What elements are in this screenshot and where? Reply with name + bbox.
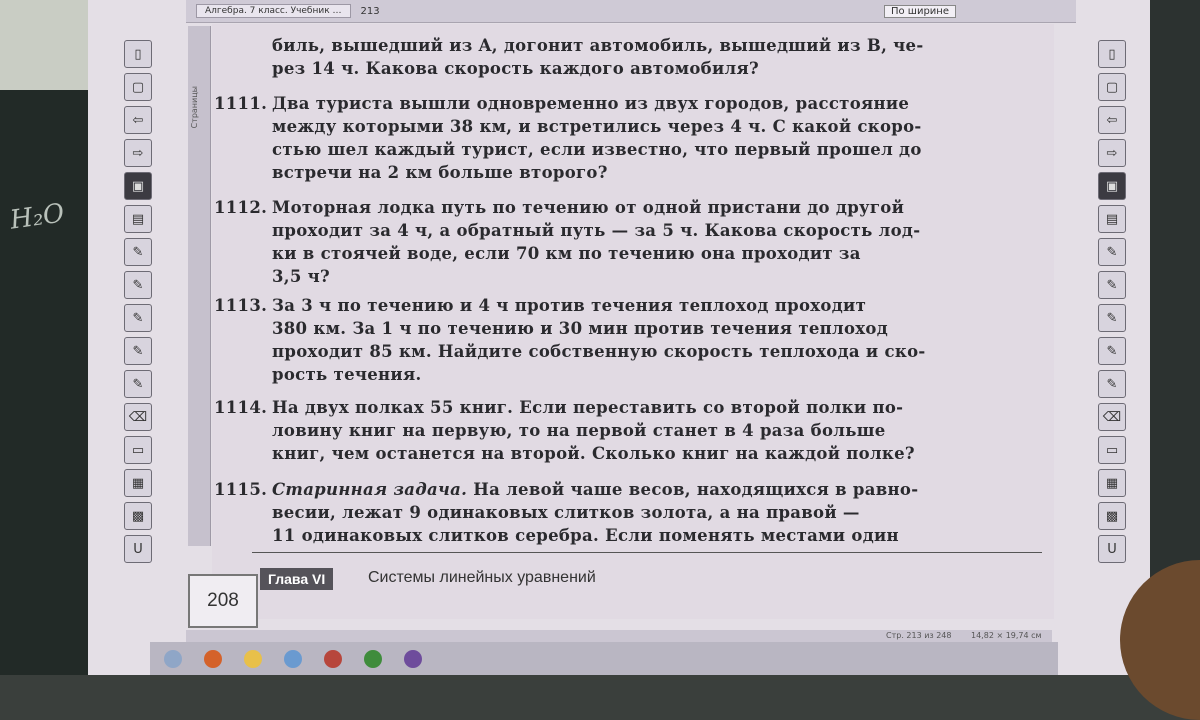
toolbar-tool-icon[interactable]: ▦ [124,469,152,497]
toolbar-tool-icon[interactable]: ✎ [124,304,152,332]
taskbar-app-icon[interactable] [398,646,428,672]
taskbar-app-icon[interactable] [158,646,188,672]
toolbar-tool-icon[interactable]: ▭ [1098,436,1126,464]
page-thumbnails-panel[interactable] [188,26,211,546]
taskbar-app-icon[interactable] [198,646,228,672]
chapter-title: Системы линейных уравнений [368,569,596,586]
taskbar-app-icon[interactable] [358,646,388,672]
text-line: За 3 ч по течению и 4 ч против течения теплоход проходит [272,296,867,315]
toolbar-tool-icon[interactable]: ▤ [124,205,152,233]
text-line: рость течения. [272,365,422,384]
taskbar-app-icon[interactable] [278,646,308,672]
wall [0,0,95,90]
status-bar [186,630,1052,642]
taskbar-app-icon[interactable] [238,646,268,672]
toolbar-tool-icon[interactable]: ✎ [124,337,152,365]
toolbar-tool-icon[interactable]: ✎ [1098,337,1126,365]
toolbar-tool-icon[interactable]: ▢ [1098,73,1126,101]
toolbar-tool-icon[interactable]: ⇨ [1098,139,1126,167]
text-line: На левой чаше весов, находящихся в равно- [467,480,919,499]
problem-number: 1111. [214,94,268,113]
problem-1115 [214,478,1032,547]
app-icon [204,650,222,668]
taskbar-app-icon[interactable] [318,646,348,672]
text-line: На двух полках 55 книг. Если переставить со второй полки по- [272,398,904,417]
text-line: 11 одинаковых слитков серебра. Если поменять местами один [272,526,899,545]
problem-1113 [214,294,1032,386]
toolbar-tool-icon[interactable]: ⌫ [1098,403,1126,431]
right-toolbar [1098,40,1134,563]
problem-1114 [214,396,1032,465]
toolbar-tool-icon[interactable]: ✎ [1098,238,1126,266]
problem-1111 [214,92,1032,184]
text-line: рез 14 ч. Какова скорость каждого автомобиля? [272,59,759,78]
toolbar-tool-icon[interactable]: ✎ [124,370,152,398]
text-line: проходит за 4 ч, а обратный путь — за 5 ч. Какова скорость лод- [272,221,921,240]
chalk-text: H₂O [8,198,67,236]
document-tab[interactable]: Алгебра. 7 класс. Учебник … [196,4,351,18]
page-indicator[interactable]: 213 [360,5,380,17]
page-number: 208 [188,574,258,628]
app-icon [164,650,182,668]
app-icon [244,650,262,668]
problem-heading: Старинная задача. [272,480,468,499]
toolbar-tool-icon[interactable]: U [124,535,152,563]
toolbar-tool-icon[interactable]: ▯ [124,40,152,68]
footer-divider [252,552,1042,553]
text-line: между которыми 38 км, и встретились через 4 ч. С какой скоро- [272,117,922,136]
page-info: Стр. 213 из 248 [886,631,952,640]
toolbar-tool-icon[interactable]: ▯ [1098,40,1126,68]
text-line: весии, лежат 9 одинаковых слитков золота, а на правой — [272,503,860,522]
toolbar-tool-icon[interactable]: ⇨ [124,139,152,167]
app-icon [324,650,342,668]
problem-1112 [214,196,1032,288]
problem-number: 1113. [214,296,268,315]
text-line: ловину книг на первую, то на первой станет в 4 раза больше [272,421,886,440]
toolbar-tool-icon[interactable]: ▭ [124,436,152,464]
text-line: проходит 85 км. Найдите собственную скорость теплохода и ско- [272,342,926,361]
problem-continued [272,34,1032,80]
toolbar-tool-icon[interactable]: ✎ [1098,271,1126,299]
toolbar-tool-icon[interactable]: ⌫ [124,403,152,431]
toolbar-tool-icon[interactable]: ✎ [1098,370,1126,398]
toolbar-tool-icon[interactable]: ▦ [1098,469,1126,497]
book-page [207,24,1054,619]
text-line: встречи на 2 км больше второго? [272,163,608,182]
text-line: ки в стоячей воде, если 70 км по течению она проходит за [272,244,861,263]
problem-number: 1114. [214,398,268,417]
app-icon [404,650,422,668]
toolbar-tool-icon[interactable]: ▩ [124,502,152,530]
toolbar-tool-icon[interactable]: U [1098,535,1126,563]
text-line: Два туриста вышли одновременно из двух городов, расстояние [272,94,910,113]
app-icon [364,650,382,668]
toolbar-tool-icon[interactable]: ✎ [124,238,152,266]
toolbar-tool-icon[interactable]: ▤ [1098,205,1126,233]
text-line: Моторная лодка путь по течению от одной пристани до другой [272,198,905,217]
chapter-label: Глава VI [260,568,333,590]
toolbar-tool-icon[interactable]: ✎ [1098,304,1126,332]
text-line: 3,5 ч? [272,267,330,286]
toolbar-tool-icon[interactable]: ▩ [1098,502,1126,530]
text-line: книг, чем останется на второй. Сколько книг на каждой полке? [272,444,915,463]
app-icon [284,650,302,668]
text-line: 380 км. За 1 ч по течению и 30 мин против течения теплоход [272,319,888,338]
chalkboard [0,90,95,675]
toolbar-tool-icon[interactable]: ▣ [124,172,152,200]
toolbar-tool-icon[interactable]: ▢ [124,73,152,101]
text-line: биль, вышедший из A, догонит автомобиль, вышедший из B, че- [272,36,924,55]
zoom-select[interactable]: По ширине [884,5,956,18]
text-line: стью шел каждый турист, если известно, что первый прошел до [272,140,922,159]
toolbar-tool-icon[interactable]: ✎ [124,271,152,299]
thumbnails-label: Страницы [190,86,199,129]
taskbar [150,642,1058,675]
toolbar-tool-icon[interactable]: ▣ [1098,172,1126,200]
left-toolbar [124,40,160,563]
problem-number: 1115. [214,480,268,499]
toolbar-tool-icon[interactable]: ⇦ [124,106,152,134]
problem-number: 1112. [214,198,268,217]
size-info: 14,82 × 19,74 см [971,631,1042,640]
toolbar-tool-icon[interactable]: ⇦ [1098,106,1126,134]
app-topbar [186,0,1076,23]
